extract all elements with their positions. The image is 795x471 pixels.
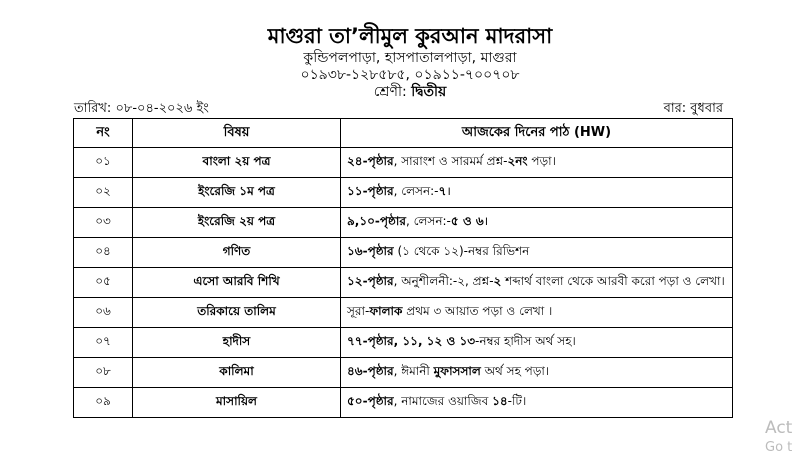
- row-homework: [341, 358, 733, 388]
- madrasa-phones: ০১৯৩৮-১২৮৫৮৫, ০১৯১১-৭০০৭০৮: [300, 67, 520, 83]
- row-number: ০৫: [74, 268, 133, 298]
- homework-segment: প্রথম ৩ আয়াত পড়া ও লেখা ।: [402, 303, 553, 318]
- row-homework: [341, 208, 733, 238]
- homework-segment: -টি।: [507, 393, 527, 408]
- row-number: ০২: [74, 178, 133, 208]
- row-number: ০৭: [74, 328, 133, 358]
- homework-segment: পড়া।: [527, 153, 556, 168]
- row-subject: গণিত: [133, 238, 341, 268]
- activation-watermark: [765, 418, 792, 458]
- row-number: ০৩: [74, 208, 133, 238]
- row-subject: তরিকায়ে তালিম: [133, 298, 341, 328]
- class-value: দ্বিতীয়: [411, 84, 447, 100]
- homework-segment: শব্দার্থ বাংলা থেকে আরবী করো পড়া ও লেখা।: [501, 273, 725, 288]
- date-label: তারিখ: ০৮-০৪-২০২৬ ইং: [74, 101, 209, 116]
- homework-segment: , সারাংশ ও সারমর্ম প্রশ্ন-: [393, 153, 508, 168]
- homework-segment: ৭: [438, 184, 447, 198]
- homework-segment: ৯,১০-পৃষ্ঠার: [347, 214, 406, 228]
- homework-segment: ১১-পৃষ্ঠার: [347, 184, 394, 198]
- day-label: বার: বুধবার: [663, 101, 723, 116]
- column-header-no: নং: [74, 119, 133, 148]
- madrasa-title: মাগুরা তা’লীমুল কুরআন মাদরাসা: [267, 24, 553, 48]
- homework-table: [73, 118, 733, 418]
- homework-segment: ২৪-পৃষ্ঠার: [347, 153, 394, 168]
- madrasa-address: কুন্ডিপলপাড়া, হাসপাতালপাড়া, মাগুরা: [303, 50, 517, 66]
- homework-segment: ।: [483, 214, 489, 228]
- homework-segment: ২: [493, 273, 502, 288]
- table-header-row: [74, 119, 733, 148]
- homework-segment: ৪৬-পৃষ্ঠার: [347, 363, 394, 378]
- row-subject: বাংলা ২য় পত্র: [133, 148, 341, 178]
- table-row: [74, 298, 733, 328]
- homework-segment: ফালাক: [369, 303, 403, 318]
- column-header-subject: বিষয়: [133, 119, 341, 148]
- row-homework: [341, 148, 733, 178]
- homework-segment: ৭৭-পৃষ্ঠার, ১১, ১২ ও ১৩: [347, 333, 476, 348]
- table-body: [74, 148, 733, 418]
- column-header-homework: আজকের দিনের পাঠ (HW): [341, 119, 733, 148]
- row-subject: মাসায়িল: [133, 388, 341, 418]
- row-subject: ইংরেজি ২য় পত্র: [133, 208, 341, 238]
- table-row: [74, 208, 733, 238]
- row-number: ০৪: [74, 238, 133, 268]
- watermark-line-1: Act: [765, 418, 793, 438]
- row-number: ০৬: [74, 298, 133, 328]
- homework-segment: ১৪: [492, 393, 508, 408]
- homework-segment: অর্থ সহ পড়া।: [480, 363, 550, 378]
- document-header: [0, 22, 795, 101]
- row-homework: [341, 178, 733, 208]
- table-row: [74, 238, 733, 268]
- homework-segment: , লেসন:-: [405, 214, 451, 228]
- homework-segment: ১২-পৃষ্ঠার: [347, 273, 394, 288]
- homework-segment: , ঈমানী: [393, 363, 434, 378]
- homework-segment: সূরা-: [347, 303, 370, 318]
- row-subject: ইংরেজি ১ম পত্র: [133, 178, 341, 208]
- row-subject: এসো আরবি শিখি: [133, 268, 341, 298]
- row-subject: হাদীস: [133, 328, 341, 358]
- row-subject: কালিমা: [133, 358, 341, 388]
- table-row: [74, 328, 733, 358]
- homework-segment: (১ থেকে ১২)-নম্বর রিভিশন: [393, 243, 530, 258]
- row-homework: [341, 388, 733, 418]
- class-label: শ্রেণী:: [373, 84, 407, 100]
- homework-segment: , অনুশীলনী:-২, প্রশ্ন-: [393, 273, 494, 288]
- row-homework: [341, 298, 733, 328]
- homework-segment: ৫ ও ৬: [450, 214, 484, 228]
- table-row: [74, 268, 733, 298]
- row-homework: [341, 328, 733, 358]
- homework-segment: , নামাজের ওয়াজিব: [393, 393, 493, 408]
- homework-segment: ৫০-পৃষ্ঠার: [347, 393, 394, 408]
- table-row: [74, 388, 733, 418]
- homework-segment: -নম্বর হাদীস অর্থ সহ।: [475, 333, 576, 348]
- row-homework: [341, 268, 733, 298]
- homework-segment: ১৬-পৃষ্ঠার: [347, 243, 394, 258]
- row-number: ০১: [74, 148, 133, 178]
- table-row: [74, 148, 733, 178]
- homework-segment: , লেসন:-: [393, 184, 439, 198]
- row-number: ০৮: [74, 358, 133, 388]
- homework-segment: মুফাসসাল: [433, 363, 481, 378]
- table-row: [74, 358, 733, 388]
- homework-segment: ।: [446, 184, 451, 198]
- row-number: ০৯: [74, 388, 133, 418]
- watermark-line-2: Go t: [765, 440, 793, 455]
- homework-segment: ২নং: [507, 153, 528, 168]
- row-homework: [341, 238, 733, 268]
- table-row: [74, 178, 733, 208]
